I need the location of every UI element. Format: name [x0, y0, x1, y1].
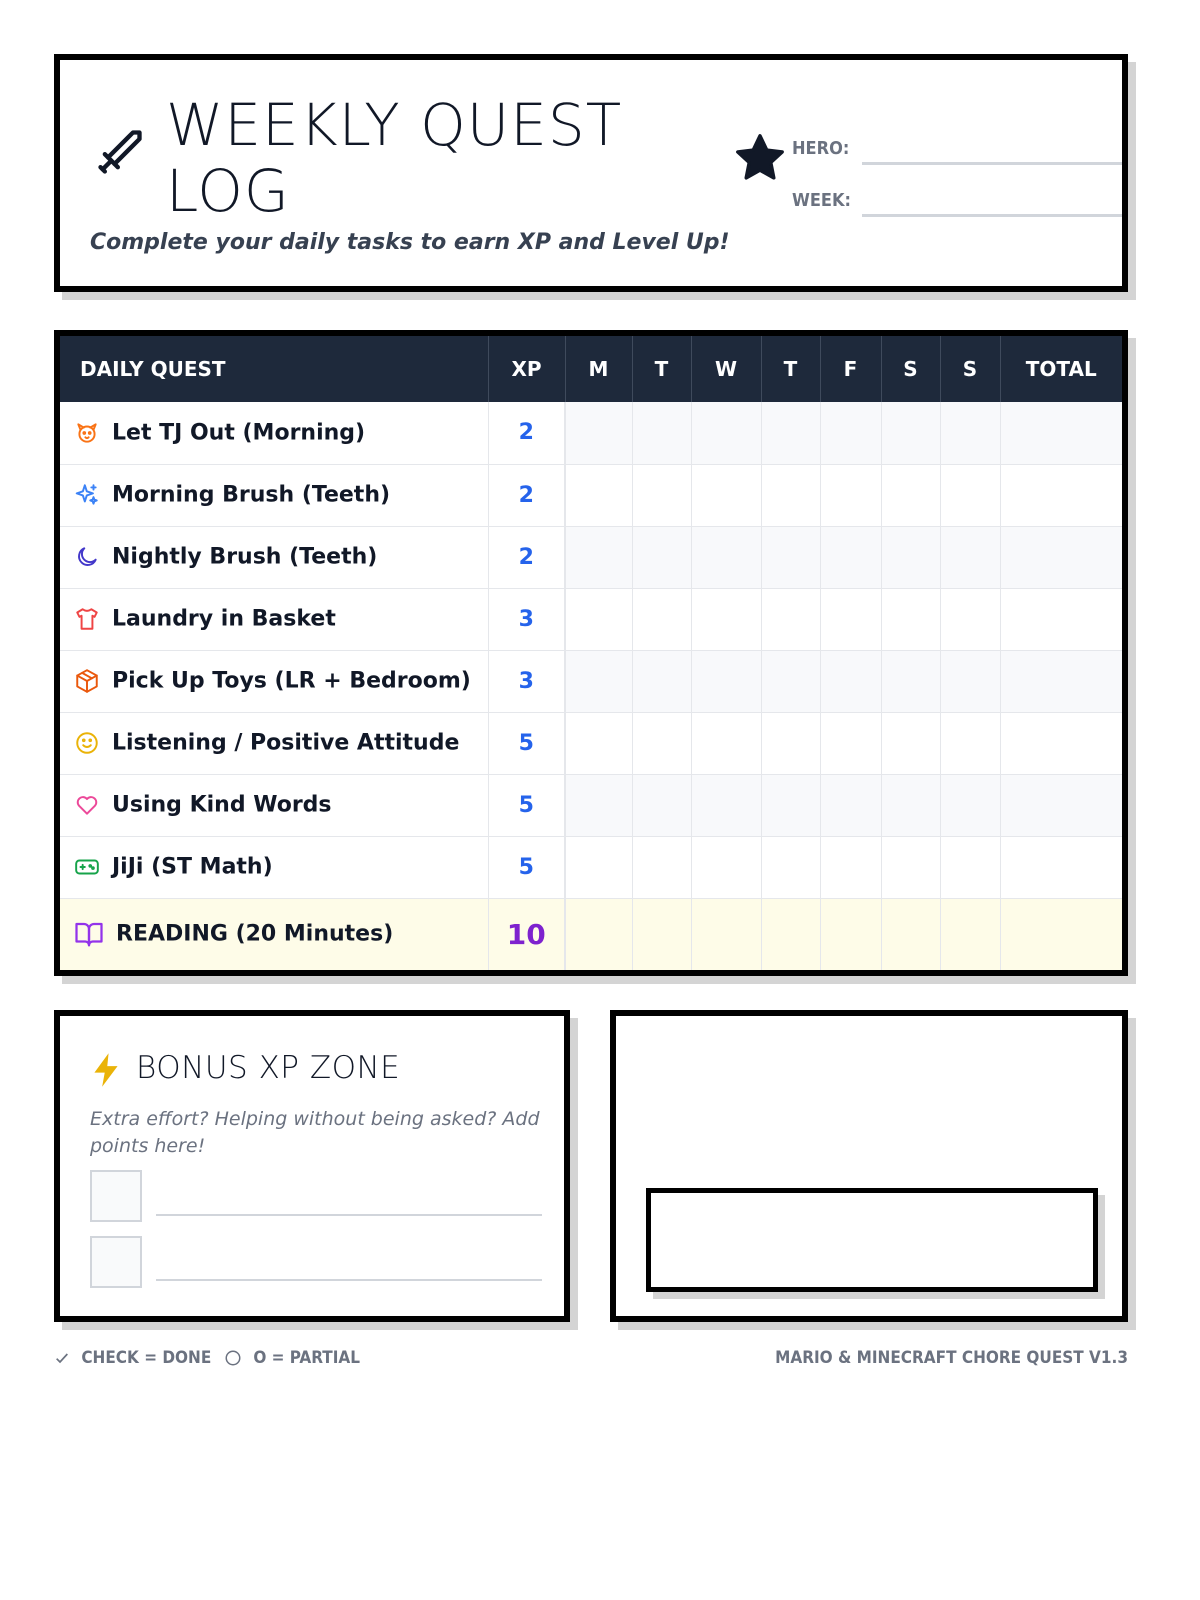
day-cell-sat[interactable] [881, 526, 940, 588]
quest-name-cell [60, 712, 488, 774]
day-cell-tue[interactable] [632, 526, 691, 588]
day-cell-mon[interactable] [565, 402, 632, 464]
page-title: WEEKLY QUEST LOG [166, 91, 623, 225]
bonus-line-2[interactable] [156, 1279, 542, 1281]
day-cell-wed[interactable] [691, 464, 761, 526]
total-panel [610, 1010, 1128, 1322]
xp-value: 5 [488, 774, 565, 836]
column-header-sat: S [881, 336, 940, 402]
day-cell-sat[interactable] [881, 774, 940, 836]
day-cell-sun[interactable] [940, 588, 1000, 650]
day-cell-thu[interactable] [761, 588, 820, 650]
check-legend-label: CHECK = DONE [81, 1348, 212, 1368]
quest-name-cell [60, 588, 488, 650]
day-cell-fri[interactable] [820, 464, 881, 526]
day-cell-wed[interactable] [691, 402, 761, 464]
day-cell-wed[interactable] [691, 712, 761, 774]
quest-name: Pick Up Toys (LR + Bedroom) [112, 668, 471, 694]
shirt-icon [74, 606, 100, 632]
hero-label: HERO: [792, 138, 850, 159]
week-label: WEEK: [792, 190, 852, 211]
reading-row [60, 898, 1122, 970]
xp-value: 3 [488, 588, 565, 650]
day-cell-sun[interactable] [940, 402, 1000, 464]
sword-icon [94, 126, 146, 178]
smile-icon [74, 730, 100, 756]
total-cell[interactable] [1000, 588, 1122, 650]
day-cell-thu[interactable] [761, 464, 820, 526]
day-cell-wed[interactable] [691, 898, 761, 970]
lightning-icon [90, 1052, 122, 1088]
total-box[interactable] [646, 1188, 1098, 1292]
quest-name-cell [60, 526, 488, 588]
table-header-row [60, 336, 1122, 402]
day-cell-fri[interactable] [820, 402, 881, 464]
day-cell-sun[interactable] [940, 712, 1000, 774]
column-header-fri: F [820, 336, 881, 402]
day-cell-mon[interactable] [565, 836, 632, 898]
check-legend [54, 1348, 211, 1368]
day-cell-mon[interactable] [565, 898, 632, 970]
day-cell-fri[interactable] [820, 712, 881, 774]
day-cell-sun[interactable] [940, 650, 1000, 712]
bonus-checkbox-1[interactable] [90, 1170, 142, 1222]
day-cell-tue[interactable] [632, 464, 691, 526]
day-cell-tue[interactable] [632, 712, 691, 774]
day-cell-tue[interactable] [632, 650, 691, 712]
day-cell-mon[interactable] [565, 588, 632, 650]
day-cell-sun[interactable] [940, 898, 1000, 970]
day-cell-mon[interactable] [565, 712, 632, 774]
column-header-mon: M [565, 336, 632, 402]
table-row [60, 774, 1122, 836]
total-cell[interactable] [1000, 712, 1122, 774]
xp-value: 2 [488, 464, 565, 526]
quest-name: Let TJ Out (Morning) [112, 420, 366, 446]
xp-value: 2 [488, 402, 565, 464]
total-cell[interactable] [1000, 836, 1122, 898]
bonus-title: BONUS XP ZONE [136, 1050, 401, 1086]
xp-value: 5 [488, 836, 565, 898]
day-cell-thu[interactable] [761, 650, 820, 712]
day-cell-fri[interactable] [820, 588, 881, 650]
total-cell[interactable] [1000, 898, 1122, 970]
table-row [60, 836, 1122, 898]
quest-table-panel [54, 330, 1128, 976]
quest-name-cell [60, 464, 488, 526]
day-cell-sat[interactable] [881, 464, 940, 526]
day-cell-sat[interactable] [881, 588, 940, 650]
bonus-line-1[interactable] [156, 1214, 542, 1216]
total-cell[interactable] [1000, 402, 1122, 464]
day-cell-sat[interactable] [881, 712, 940, 774]
total-cell[interactable] [1000, 650, 1122, 712]
day-cell-thu[interactable] [761, 898, 820, 970]
bonus-checkbox-2[interactable] [90, 1236, 142, 1288]
column-header-total: TOTAL [1000, 336, 1122, 402]
column-header-thu: T [761, 336, 820, 402]
xp-value: 2 [488, 526, 565, 588]
table-row [60, 464, 1122, 526]
xp-value: 3 [488, 650, 565, 712]
xp-value: 5 [488, 712, 565, 774]
table-row [60, 650, 1122, 712]
star-icon [732, 130, 788, 186]
quest-name: Using Kind Words [112, 792, 332, 818]
book-icon [74, 919, 104, 949]
day-cell-thu[interactable] [761, 526, 820, 588]
circle-icon [224, 1349, 242, 1367]
day-cell-tue[interactable] [632, 588, 691, 650]
day-cell-thu[interactable] [761, 402, 820, 464]
column-header-xp: XP [488, 336, 565, 402]
day-cell-thu[interactable] [761, 774, 820, 836]
partial-legend [224, 1348, 360, 1368]
moon-icon [74, 544, 100, 570]
day-cell-sat[interactable] [881, 650, 940, 712]
day-cell-sun[interactable] [940, 836, 1000, 898]
check-icon [54, 1350, 70, 1366]
bonus-panel [54, 1010, 570, 1322]
day-cell-sat[interactable] [881, 402, 940, 464]
day-cell-tue[interactable] [632, 898, 691, 970]
day-cell-tue[interactable] [632, 402, 691, 464]
day-cell-fri[interactable] [820, 650, 881, 712]
day-cell-mon[interactable] [565, 526, 632, 588]
quest-name: READING (20 Minutes) [116, 921, 394, 947]
day-cell-thu[interactable] [761, 836, 820, 898]
quest-name-cell [60, 402, 488, 464]
quest-name: Laundry in Basket [112, 606, 336, 632]
quest-name: JiJi (ST Math) [112, 854, 273, 880]
day-cell-thu[interactable] [761, 712, 820, 774]
partial-legend-label: O = PARTIAL [253, 1348, 360, 1368]
day-cell-wed[interactable] [691, 526, 761, 588]
table-row [60, 526, 1122, 588]
quest-name: Morning Brush (Teeth) [112, 482, 391, 508]
xp-value: 10 [488, 898, 565, 970]
total-cell[interactable] [1000, 526, 1122, 588]
gamepad-icon [74, 854, 100, 880]
quest-name-cell [60, 898, 488, 970]
day-cell-sun[interactable] [940, 526, 1000, 588]
day-cell-fri[interactable] [820, 836, 881, 898]
column-header-quest: DAILY QUEST [60, 336, 488, 402]
quest-name: Nightly Brush (Teeth) [112, 544, 378, 570]
day-cell-mon[interactable] [565, 774, 632, 836]
day-cell-mon[interactable] [565, 650, 632, 712]
dog-icon [74, 420, 100, 446]
column-header-sun: S [940, 336, 1000, 402]
day-cell-wed[interactable] [691, 836, 761, 898]
bonus-description: Extra effort? Helping without being asked? Add points here! [90, 1108, 540, 1157]
hero-field[interactable] [862, 162, 1122, 165]
day-cell-sun[interactable] [940, 464, 1000, 526]
version-label: MARIO & MINECRAFT CHORE QUEST V1.3 [775, 1348, 1128, 1368]
header-panel [54, 54, 1128, 292]
day-cell-wed[interactable] [691, 588, 761, 650]
heart-icon [74, 792, 100, 818]
quest-name-cell [60, 836, 488, 898]
box-icon [74, 668, 100, 694]
total-cell[interactable] [1000, 464, 1122, 526]
table-row [60, 402, 1122, 464]
day-cell-fri[interactable] [820, 774, 881, 836]
day-cell-sun[interactable] [940, 774, 1000, 836]
day-cell-mon[interactable] [565, 464, 632, 526]
quest-name-cell [60, 650, 488, 712]
table-row [60, 588, 1122, 650]
total-cell[interactable] [1000, 774, 1122, 836]
day-cell-tue[interactable] [632, 836, 691, 898]
week-field[interactable] [862, 214, 1122, 217]
column-header-wed: W [691, 336, 761, 402]
column-header-tue: T [632, 336, 691, 402]
day-cell-wed[interactable] [691, 774, 761, 836]
day-cell-sat[interactable] [881, 836, 940, 898]
page-subtitle: Complete your daily tasks to earn XP and Level Up! [90, 230, 730, 255]
day-cell-tue[interactable] [632, 774, 691, 836]
quest-name-cell [60, 774, 488, 836]
table-row [60, 712, 1122, 774]
day-cell-sat[interactable] [881, 898, 940, 970]
quest-table [60, 336, 1122, 970]
quest-name: Listening / Positive Attitude [112, 730, 460, 756]
day-cell-wed[interactable] [691, 650, 761, 712]
day-cell-fri[interactable] [820, 898, 881, 970]
day-cell-fri[interactable] [820, 526, 881, 588]
sparkles-icon [74, 482, 100, 508]
